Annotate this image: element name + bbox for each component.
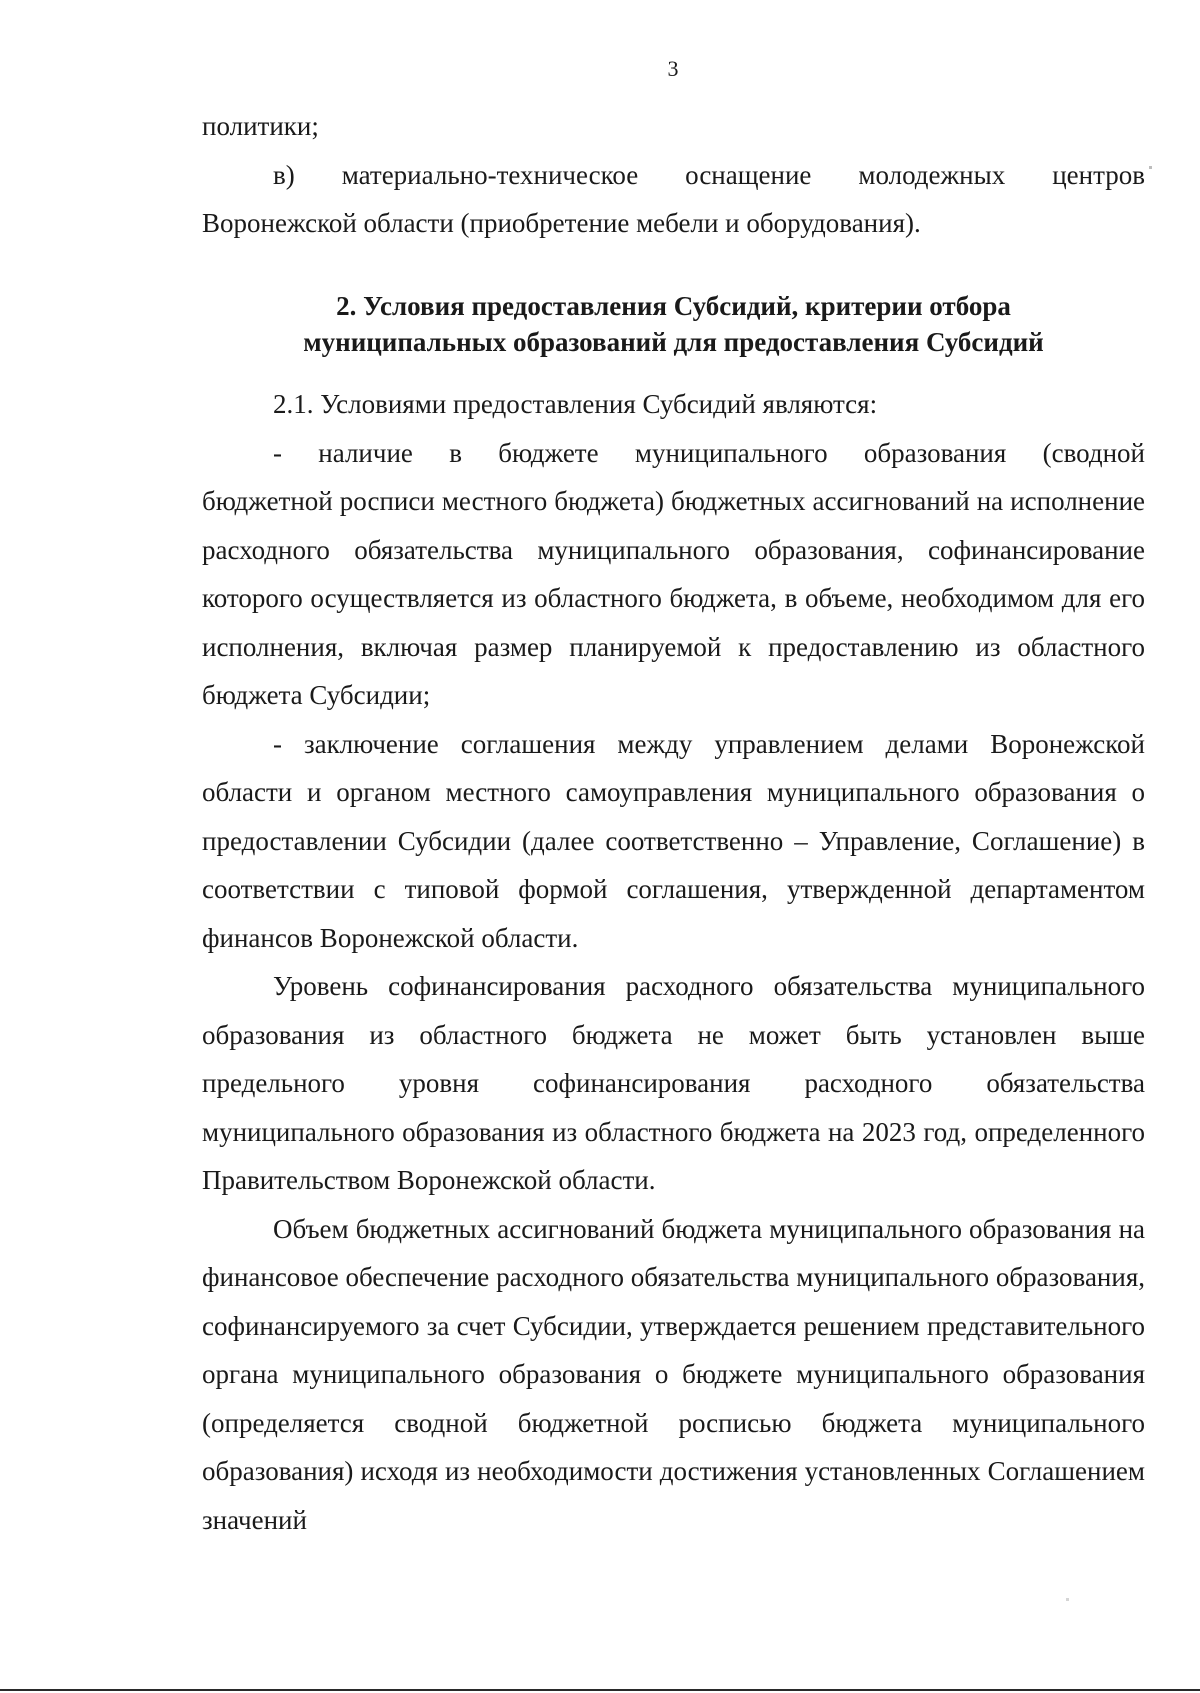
paragraph-condition-budget: - наличие в бюджете муниципального образования (сводной бюджетной росписи местного бюджета) бюджетных ассигнований на исполнение расходного обязательства муниципального образования, софинансирование которого осуществляется из областного бюджета, в объеме, необходимом для его исполнения, включая размер планируемой к предоставлению из областного бюджета Субсидии;: [202, 437, 1145, 710]
intro-block: [202, 102, 1145, 248]
page-number-text: 3: [667, 56, 679, 81]
page-number: [0, 56, 1200, 82]
scan-artifact: [1149, 166, 1152, 169]
paragraph-budget-volume: Объем бюджетных ассигнований бюджета муниципального образования на финансовое обеспечение расходного обязательства муниципального образования, софинансируемого за счет Субсидии, утверждается решением представительного органа муниципального образования о бюджете муниципального образования (определяется сводной бюджетной росписью бюджета муниципального образования) исходя из необходимости достижения установленных Соглашением значений: [202, 1213, 1145, 1535]
list-item-v: в) материально-техническое оснащение молодежных центров Воронежской области (приобретение мебели и оборудования).: [202, 159, 1145, 238]
scan-artifact: [1066, 1598, 1069, 1601]
intro-line: политики;: [202, 111, 319, 141]
body-block: [202, 380, 1145, 1544]
paragraph-2-1: 2.1. Условиями предоставления Субсидий являются:: [273, 389, 878, 419]
section-heading: [202, 288, 1145, 360]
paragraph-condition-agreement: - заключение соглашения между управлением делами Воронежской области и органом местного самоуправления муниципального образования о предоставлении Субсидии (далее соответственно – Управление, Соглашение) в соответствии с типовой формой соглашения, утвержденной департаментом финансов Воронежской области.: [202, 728, 1145, 953]
paragraph-cofinancing-level: Уровень софинансирования расходного обязательства муниципального образования из областного бюджета не может быть установлен выше предельного уровня софинансирования расходного обязательства муниципального образования из областного бюджета на 2023 год, определенного Правительством Воронежской области.: [202, 971, 1145, 1195]
section-heading-line-2: муниципальных образований для предоставления Субсидий: [303, 327, 1044, 357]
page-bottom-edge: [0, 1689, 1200, 1691]
section-heading-line-1: 2. Условия предоставления Субсидий, критерии отбора: [336, 291, 1011, 321]
